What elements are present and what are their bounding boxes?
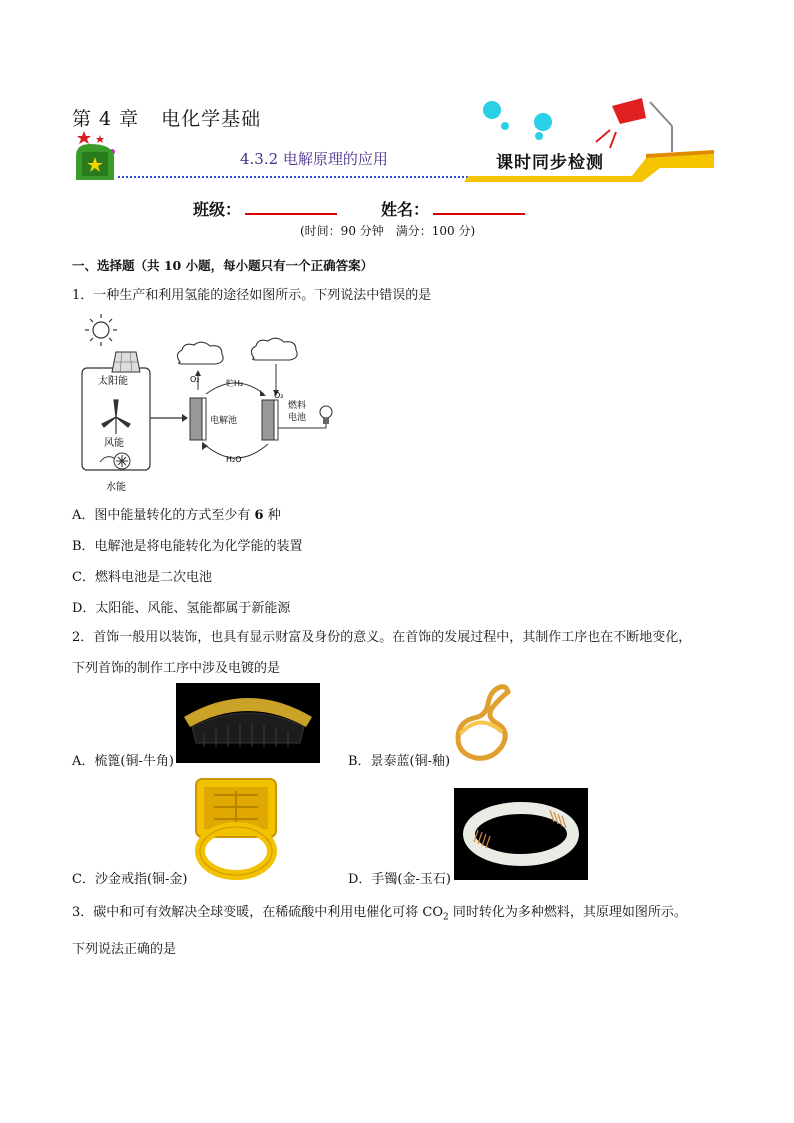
q1-option-b[interactable]: B．电解池是将电能转化为化学能的装置	[72, 539, 303, 554]
student-info-row	[193, 197, 525, 220]
name-label: 姓名：	[381, 200, 430, 219]
q2-stem-line2: 下列首饰的制作工序中涉及电镀的是	[72, 661, 281, 676]
cloud-icon-left	[177, 342, 223, 364]
svg-text:O₂: O₂	[274, 391, 284, 400]
q2-stem-line1: 2．首饰一般用以装饰，也具有显示财富及身份的意义。在首饰的发展过程中，其制作工序也在不断地变化，	[72, 630, 692, 645]
header-rule	[118, 176, 468, 178]
svg-text:贮H₂: 贮H₂	[226, 379, 244, 388]
svg-text:电解池: 电解池	[210, 416, 238, 426]
q1-option-a[interactable]: A．图中能量转化的方式至少有 6 种	[72, 508, 281, 523]
chapter-title: 电化学基础	[161, 108, 262, 130]
svg-text:电池: 电池	[288, 413, 307, 423]
water-turbine-icon	[100, 453, 130, 469]
light-bulb-icon	[320, 406, 332, 418]
lesson-title: 4.3.2 电解原理的应用	[240, 150, 388, 168]
chapter-heading	[72, 104, 283, 131]
cloud-icon-right	[251, 338, 297, 360]
banner-title: 课时同步检测	[496, 153, 604, 173]
ring-image	[440, 682, 520, 766]
svg-text:H₂O: H₂O	[226, 455, 242, 464]
q2-option-d[interactable]: D．手镯(金-玉石)	[348, 872, 451, 887]
q3-stem-line2: 下列说法正确的是	[72, 942, 177, 957]
q2-option-c[interactable]: C．沙金戒指(铜-金)	[72, 872, 188, 887]
q2-option-a[interactable]: A．梳篦(铜-牛角)	[72, 754, 174, 769]
q1-option-d[interactable]: D．太阳能、风能、氢能都属于新能源	[72, 601, 291, 616]
svg-text:太阳能: 太阳能	[98, 376, 128, 387]
q3-stem-line1: 3．碳中和可有效解决全球变暖，在稀硫酸中利用电催化可将 $CO_2$ 同时转化为多种燃料，其原理如图所示。	[72, 905, 687, 923]
svg-text:水能: 水能	[106, 482, 126, 493]
svg-text:O₂: O₂	[190, 375, 200, 384]
q1-stem: 1．一种生产和利用氢能的途径如图所示。下列说法中错误的是	[72, 288, 432, 303]
fuel-cell	[262, 400, 274, 440]
q1-option-c[interactable]: C．燃料电池是二次电池	[72, 570, 212, 585]
svg-text:风能: 风能	[104, 438, 124, 449]
q1-diagram	[76, 312, 348, 496]
name-blank[interactable]	[433, 199, 525, 215]
class-blank[interactable]	[245, 199, 337, 215]
header-logo	[70, 128, 126, 182]
electrolyzer-cell	[190, 398, 202, 440]
section-heading: 一、选择题（共 10 小题，每小题只有一个正确答案）	[72, 258, 374, 273]
class-label: 班级：	[193, 200, 242, 219]
comb-image	[176, 683, 320, 763]
sun-icon	[93, 322, 109, 338]
bracelet-image	[454, 788, 588, 880]
q2-option-b[interactable]: B．景泰蓝(铜-釉)	[348, 754, 451, 769]
gold-ring-image	[190, 777, 282, 881]
chapter-number: 第 4 章	[72, 108, 140, 130]
wind-turbine-icon	[102, 400, 130, 434]
time-note: (时间：90 分钟 满分：100 分)	[300, 224, 476, 238]
svg-text:燃料: 燃料	[288, 401, 307, 411]
